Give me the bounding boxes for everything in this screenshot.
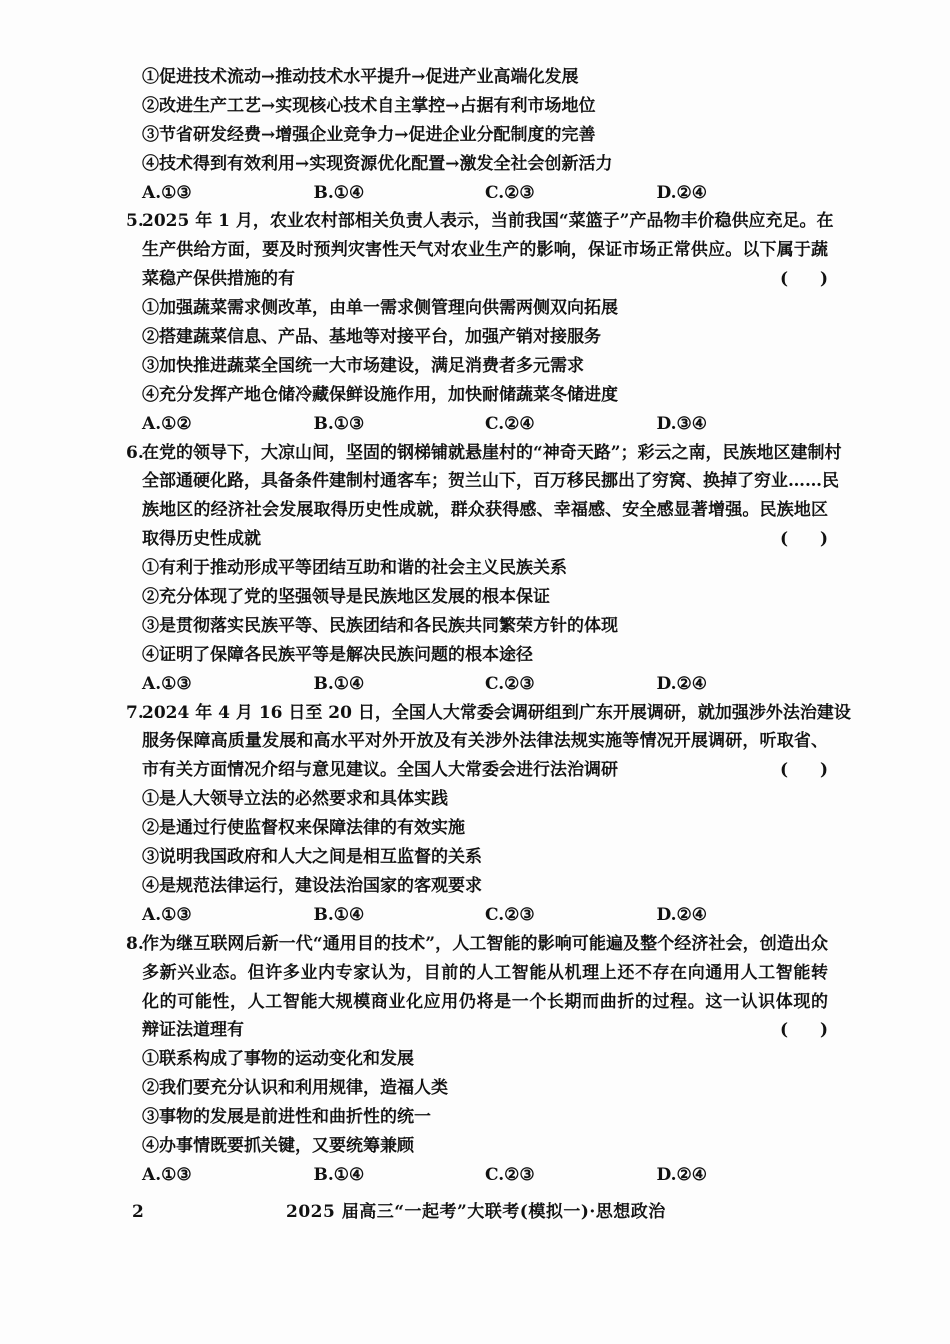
bracket-close: ) <box>819 760 828 781</box>
question-stem-text: 多新兴业态。但许多业内专家认为，目前的人工智能从机理上还不存在向通用人工智能转 <box>142 962 828 983</box>
answer-choices <box>142 1161 828 1190</box>
answer-choice-a[interactable]: A.①③ <box>142 182 192 203</box>
question-stem-line <box>142 959 828 988</box>
statement-option: ③节省研发经费→增强企业竞争力→促进企业分配制度的完善 <box>142 124 596 145</box>
answer-choice-c[interactable]: C.②③ <box>485 1164 535 1185</box>
bracket-close: ) <box>819 1020 828 1041</box>
answer-bracket <box>780 265 828 294</box>
question-5 <box>126 207 834 438</box>
statement-option: ②搭建蔬菜信息、产品、基地等对接平台，加强产销对接服务 <box>142 327 601 348</box>
answer-choices <box>142 410 828 439</box>
question-stem-text: 取得历史性成就 <box>142 529 261 550</box>
statement-option: ②改进生产工艺→实现核心技术自主掌控→占据有利市场地位 <box>142 95 596 116</box>
statement-option: ①是人大领导立法的必然要求和具体实践 <box>142 789 448 810</box>
exam-title: 2025 届高三“一起考”大联考(模拟一)·思想政治 <box>286 1202 666 1222</box>
question-stem-line <box>142 236 828 265</box>
question-stem-line <box>142 988 828 1017</box>
bracket-close: ) <box>819 529 828 550</box>
question-number: 6. <box>126 442 144 463</box>
page-footer <box>132 1198 832 1226</box>
answer-choice-b[interactable]: B.①④ <box>313 1164 365 1185</box>
question-4 <box>142 63 828 207</box>
question-8 <box>126 930 828 1190</box>
question-stem-text: 辩证法道理有 <box>142 1020 244 1041</box>
answer-choice-d[interactable]: D.②④ <box>656 182 708 203</box>
question-7 <box>126 699 851 930</box>
answer-choice-d[interactable]: D.②④ <box>656 904 708 925</box>
statement-option: ③是贯彻落实民族平等、民族团结和各民族共同繁荣方针的体现 <box>142 615 618 636</box>
question-stem-line <box>126 207 834 236</box>
bracket-open: ( <box>780 760 789 781</box>
statement-option: ②是通过行使监督权来保障法律的有效实施 <box>142 818 465 839</box>
question-stem-text: 2024 年 4 月 16 日至 20 日，全国人大常委会调研组到广东开展调研，就加强涉外法治建设 <box>142 702 851 723</box>
question-number: 7. <box>126 702 144 723</box>
statement-option: ①联系构成了事物的运动变化和发展 <box>142 1049 414 1070</box>
answer-choice-c[interactable]: C.②③ <box>485 673 535 694</box>
question-stem-line <box>126 930 828 959</box>
question-stem-line <box>126 439 842 468</box>
answer-choice-a[interactable]: A.①③ <box>142 673 192 694</box>
statement-option: ④技术得到有效利用→实现资源优化配置→激发全社会创新活力 <box>142 153 613 174</box>
answer-choice-d[interactable]: D.③④ <box>656 413 708 434</box>
question-stem-text: 2025 年 1 月，农业农村部相关负责人表示，当前我国“菜篮子”产品物丰价稳供应充足。在 <box>142 211 834 232</box>
question-stem-text: 化的可能性，人工智能大规模商业化应用仍将是一个长期而曲折的过程。这一认识体现的 <box>142 991 828 1012</box>
question-stem-text: 菜稳产保供措施的有 <box>142 269 295 290</box>
answer-choice-a[interactable]: A.①③ <box>142 1164 192 1185</box>
question-stem-line <box>142 756 828 785</box>
statement-option: ③说明我国政府和人大之间是相互监督的关系 <box>142 847 482 868</box>
answer-choices <box>142 179 828 208</box>
question-stem-text: 作为继互联网后新一代“通用目的技术”，人工智能的影响可能遍及整个经济社会，创造出众 <box>142 933 828 954</box>
answer-choice-a[interactable]: A.①② <box>142 413 192 434</box>
question-list <box>126 63 851 1190</box>
question-stem-line <box>142 265 828 294</box>
question-stem-text: 在党的领导下，大凉山间，坚固的钢梯铺就悬崖村的“神奇天路”；彩云之南，民族地区建制村 <box>142 442 842 463</box>
answer-bracket <box>780 525 828 554</box>
statement-option: ④办事情既要抓关键，又要统筹兼顾 <box>142 1135 414 1156</box>
statement-option: ③事物的发展是前进性和曲折性的统一 <box>142 1107 431 1128</box>
question-stem-text: 服务保障高质量发展和高水平对外开放及有关涉外法律法规实施等情况开展调研，听取省、 <box>142 731 828 752</box>
answer-choice-b[interactable]: B.①③ <box>313 413 365 434</box>
bracket-open: ( <box>780 1020 789 1041</box>
answer-choice-a[interactable]: A.①③ <box>142 904 192 925</box>
statement-option: ②充分体现了党的坚强领导是民族地区发展的根本保证 <box>142 587 550 608</box>
statement-option: ②我们要充分认识和利用规律，造福人类 <box>142 1078 448 1099</box>
answer-choices <box>142 670 828 699</box>
bracket-close: ) <box>819 269 828 290</box>
answer-choice-b[interactable]: B.①④ <box>313 673 365 694</box>
question-stem-text: 全部通硬化路，具备条件建制村通客车；贺兰山下，百万移民挪出了穷窝、换掉了穷业……民 <box>142 471 839 492</box>
question-stem-text: 族地区的经济社会发展取得历史性成就，群众获得感、幸福感、安全感显著增强。民族地区 <box>142 500 828 521</box>
question-stem-line <box>142 1016 828 1045</box>
statement-option: ④充分发挥产地仓储冷藏保鲜设施作用，加快耐储蔬菜冬储进度 <box>142 384 618 405</box>
statement-option: ④证明了保障各民族平等是解决民族问题的根本途径 <box>142 644 533 665</box>
statement-option: ①加强蔬菜需求侧改革，由单一需求侧管理向供需两侧双向拓展 <box>142 298 618 319</box>
bracket-open: ( <box>780 269 789 290</box>
question-stem-line <box>126 699 851 728</box>
answer-choice-d[interactable]: D.②④ <box>656 673 708 694</box>
question-stem-text: 市有关方面情况介绍与意见建议。全国人大常委会进行法治调研 <box>142 760 618 781</box>
answer-choice-c[interactable]: C.②③ <box>485 182 535 203</box>
answer-bracket <box>780 756 828 785</box>
question-6 <box>126 439 842 699</box>
question-stem-line <box>142 525 828 554</box>
question-stem-text: 生产供给方面，要及时预判灾害性天气对农业生产的影响，保证市场正常供应。以下属于蔬 <box>142 240 828 261</box>
answer-choice-b[interactable]: B.①④ <box>313 904 365 925</box>
answer-choice-d[interactable]: D.②④ <box>656 1164 708 1185</box>
question-number: 8. <box>126 933 144 954</box>
answer-choice-c[interactable]: C.②③ <box>485 904 535 925</box>
bracket-open: ( <box>780 529 789 550</box>
statement-option: ①促进技术流动→推动技术水平提升→促进产业高端化发展 <box>142 67 579 87</box>
answer-bracket <box>780 1016 828 1045</box>
answer-choice-b[interactable]: B.①④ <box>313 182 365 203</box>
question-number: 5. <box>126 211 144 232</box>
question-stem-line <box>142 727 828 756</box>
statement-option: ④是规范法律运行，建设法治国家的客观要求 <box>142 875 482 896</box>
statement-option: ①有利于推动形成平等团结互助和谐的社会主义民族关系 <box>142 558 567 579</box>
statement-option: ③加快推进蔬菜全国统一大市场建设，满足消费者多元需求 <box>142 355 584 376</box>
question-stem-line <box>142 496 828 525</box>
page-number: 2 <box>132 1202 144 1222</box>
answer-choices <box>142 901 828 930</box>
question-stem-line <box>142 467 839 496</box>
answer-choice-c[interactable]: C.②④ <box>485 413 535 434</box>
